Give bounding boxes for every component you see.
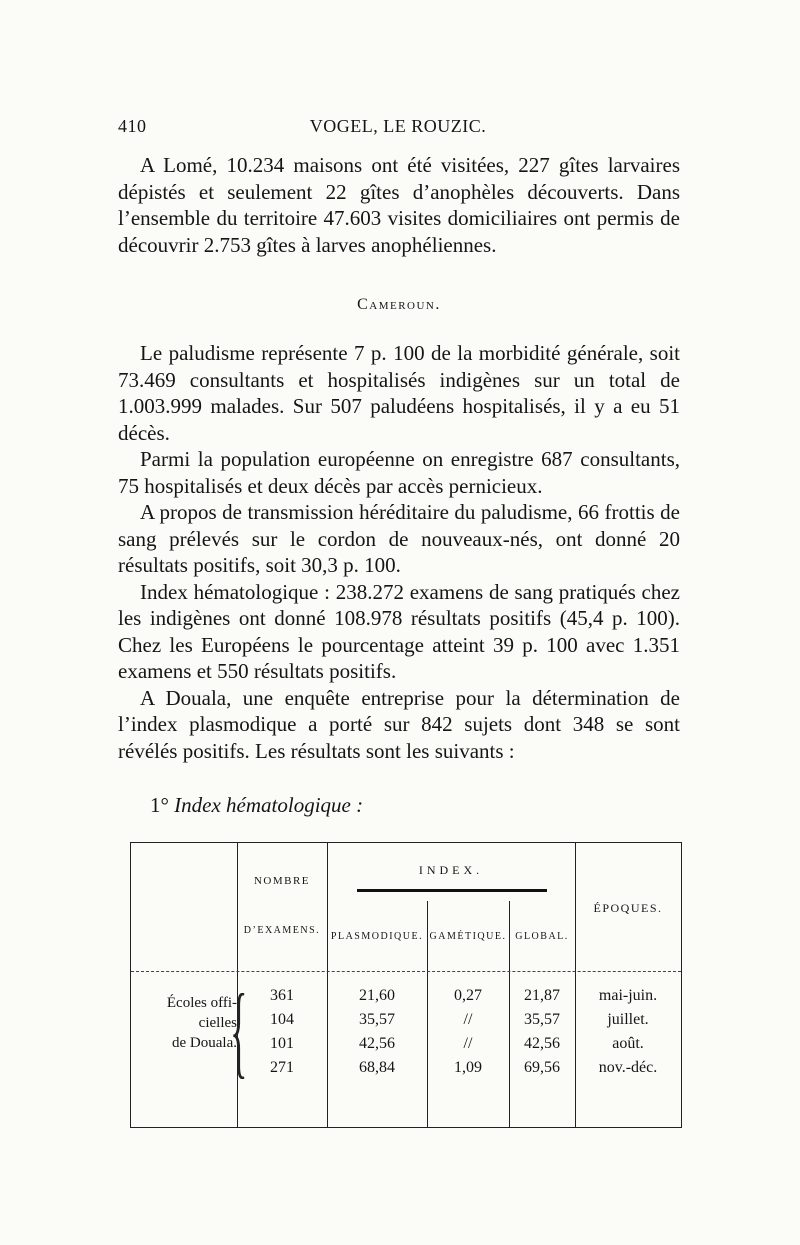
paragraph-5: A Douala, une enquête entreprise pour la détermination de l’index plasmodique a porté sur 842 sujets dont 348 se sont révélés positifs. Les résultats sont les suivants : xyxy=(118,685,680,763)
cell-epoque: nov.-déc. xyxy=(598,1059,658,1076)
cell-epoque: juillet. xyxy=(607,1011,649,1028)
paragraph-3: A propos de transmission héréditaire du paludisme, 66 frottis de sang prélevés sur le cordon de nouveaux-nés, ont donné 20 résultats positifs, soit 30,3 p. 100. xyxy=(118,500,680,577)
intro-paragraph: A Lomé, 10.234 maisons ont été visitées, 227 gîtes larvaires dépistés et seulement 22 gîtes d’anophèles découverts. Dans l’ensemble du territoire 47.603 visites domiciliaires ont permis de découvrir 2.753 gîtes à larves anophéliennes. xyxy=(118,153,680,257)
cell-global: 21,87 xyxy=(524,987,560,1004)
header-epoques: ÉPOQUES. xyxy=(593,901,663,915)
section-title: Cameroun. xyxy=(357,296,441,313)
cell-plasmodique: 42,56 xyxy=(359,1035,395,1052)
cell-epoque: mai-juin. xyxy=(598,987,658,1004)
cell-gametique: // xyxy=(463,1035,473,1052)
cell-gametique: // xyxy=(463,1011,473,1028)
header-nombre-line2: D’EXAMENS. xyxy=(243,925,321,936)
subheading xyxy=(150,793,363,818)
cell-plasmodique: 35,57 xyxy=(359,1011,395,1028)
cell-global: 42,56 xyxy=(524,1035,560,1052)
cell-global: 35,57 xyxy=(524,1011,560,1028)
row-label-line: Écoles offi- xyxy=(166,995,237,1011)
cell-nombre: 104 xyxy=(270,1011,294,1028)
header-gametique: GAMÉTIQUE. xyxy=(429,931,507,942)
paragraph-2: Parmi la population européenne on enregistre 687 consultants, 75 hospitalisés et deux décès par accès pernicieux. xyxy=(118,447,680,498)
cell-global: 69,56 xyxy=(524,1059,560,1076)
cell-nombre: 361 xyxy=(270,987,294,1004)
cell-plasmodique: 21,60 xyxy=(359,987,395,1004)
paragraph-4: Index hématologique : 238.272 examens de sang pratiqués chez les indigènes ont donné 108.978 résultats positifs (45,4 p. 100). Chez les Européens le pourcentage atteint 39 p. 100 avec 1.351 examens et 550 résultats positifs. xyxy=(118,579,680,683)
row-label-line: cielles xyxy=(198,1015,237,1031)
row-label-line: de Douala. xyxy=(172,1035,237,1051)
index-bracket-bar xyxy=(357,889,547,892)
cell-gametique: 0,27 xyxy=(454,987,482,1004)
subheading-title: Index hématologique : xyxy=(174,793,364,817)
cell-epoque: août. xyxy=(612,1035,644,1052)
running-title: VOGEL, LE ROUZIC. xyxy=(309,116,487,136)
page-number: 410 xyxy=(118,116,147,136)
header-global: GLOBAL. xyxy=(515,931,569,942)
cell-nombre: 271 xyxy=(270,1059,294,1076)
running-header xyxy=(118,116,678,146)
intro-text xyxy=(118,152,680,258)
cell-gametique: 1,09 xyxy=(454,1059,482,1076)
index-table xyxy=(130,842,682,1128)
header-index: INDEX. xyxy=(418,863,484,877)
header-plasmodique: PLASMODIQUE. xyxy=(330,931,424,942)
body-text xyxy=(118,340,680,764)
header-nombre-line1: NOMBRE xyxy=(253,875,311,887)
paragraph-1: Le paludisme représente 7 p. 100 de la morbidité générale, soit 73.469 consultants et hospitalisés indigènes sur un total de 1.003.999 malades. Sur 507 paludéens hospitalisés, il y a eu 51 décès. xyxy=(118,341,680,445)
cell-plasmodique: 68,84 xyxy=(359,1059,395,1076)
table-rule xyxy=(327,843,328,1127)
subheading-number: 1° xyxy=(150,793,169,817)
header-divider xyxy=(131,971,681,972)
table-rule xyxy=(575,843,576,1127)
cell-nombre: 101 xyxy=(270,1035,294,1052)
row-label xyxy=(131,993,237,1053)
row-brace: { xyxy=(230,973,248,1088)
